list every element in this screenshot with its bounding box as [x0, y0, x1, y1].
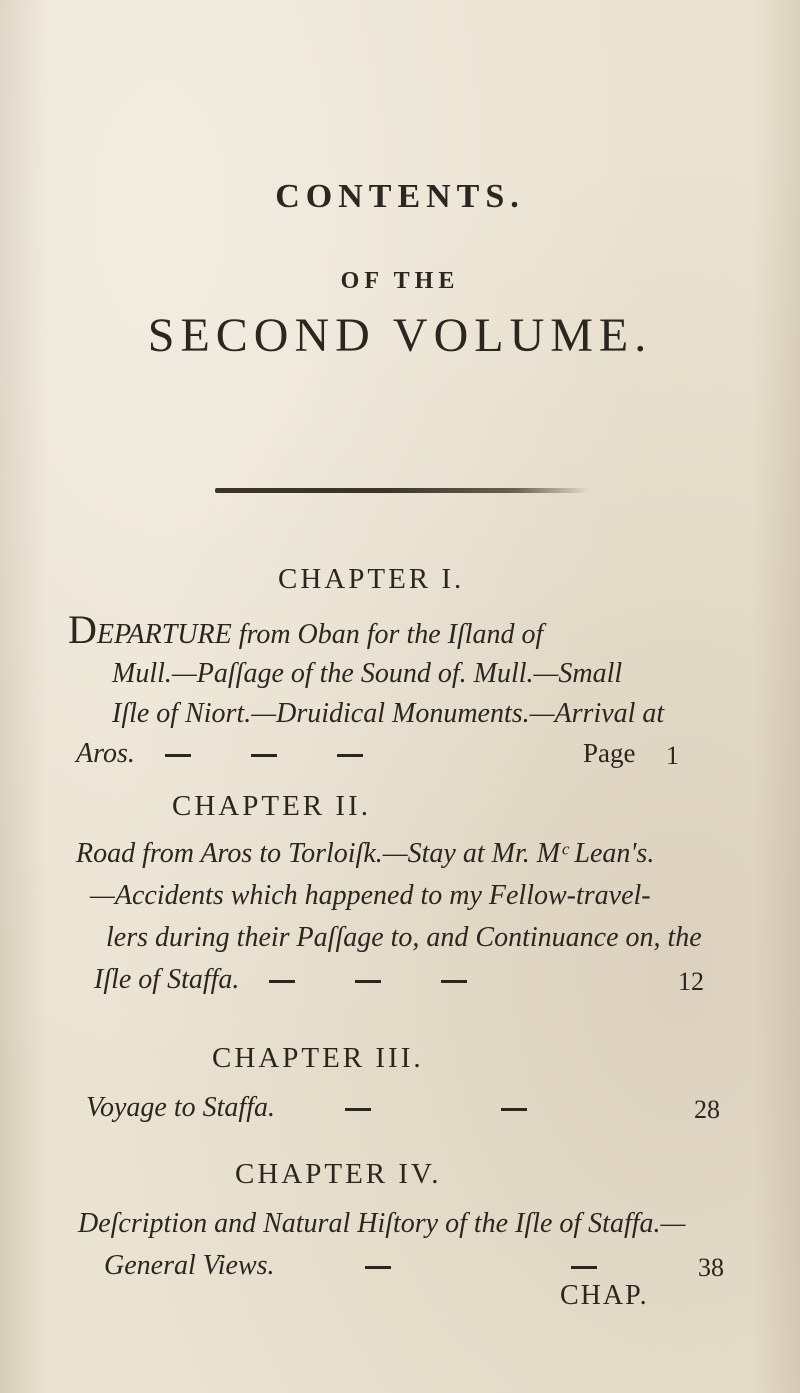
chapter-4-title: CHAPTER IV.	[235, 1158, 442, 1190]
summary-line: General Views.	[104, 1250, 275, 1281]
summary-line: Deſcription and Natural Hiſtory of the Iſle of Staffa.—	[78, 1208, 686, 1239]
page-number: 28	[694, 1095, 720, 1124]
summary-line: Iſle of Staffa.	[94, 964, 240, 995]
chapter-3-title: CHAPTER III.	[212, 1042, 424, 1074]
leader-dash	[269, 980, 295, 983]
leader-dash	[165, 754, 191, 757]
leader-dash	[337, 754, 363, 757]
leader-dash	[355, 980, 381, 983]
catchword: CHAP.	[560, 1280, 649, 1311]
volume-heading: SECOND VOLUME.	[147, 309, 653, 362]
summary-line: lers during their Paſſage to, and Continuance on, the	[106, 922, 702, 953]
contents-heading: CONTENTS.	[275, 178, 525, 215]
chapter-1-summary	[68, 607, 736, 770]
summary-line: Voyage to Staffa.	[86, 1092, 275, 1123]
leader-dash	[441, 980, 467, 983]
leader-dash	[501, 1108, 527, 1111]
page-label: Page	[583, 738, 636, 768]
summary-line: Road from Aros to Torloiſk.—Stay at Mr. Mᶜ Lean's.	[76, 838, 655, 869]
chapter-3-summary	[76, 1088, 736, 1133]
page-number: 1	[666, 741, 679, 770]
chapter-2-title: CHAPTER II.	[172, 790, 371, 822]
chapter-2-summary	[76, 834, 736, 1004]
summary-line: Iſle of Niort.—Druidical Monuments.—Arrival at	[112, 698, 665, 729]
page-number: 38	[698, 1253, 724, 1282]
leader-dash	[571, 1266, 597, 1269]
drop-initial: D	[68, 607, 97, 652]
summary-line: Mull.—Paſſage of the Sound of. Mull.—Small	[112, 658, 623, 689]
summary-line: Aros.	[76, 738, 135, 769]
leader-dash	[345, 1108, 371, 1111]
chapter-1-title: CHAPTER I.	[278, 563, 465, 595]
page-number: 12	[678, 967, 704, 996]
leader-dash	[251, 754, 277, 757]
leader-dash	[365, 1266, 391, 1269]
of-the-heading: OF THE	[340, 268, 460, 294]
summary-line: —Accidents which happened to my Fellow-travel-	[90, 880, 651, 911]
divider-rule	[215, 488, 590, 493]
summary-line: EPARTURE from Oban for the Iſland of	[96, 619, 544, 650]
